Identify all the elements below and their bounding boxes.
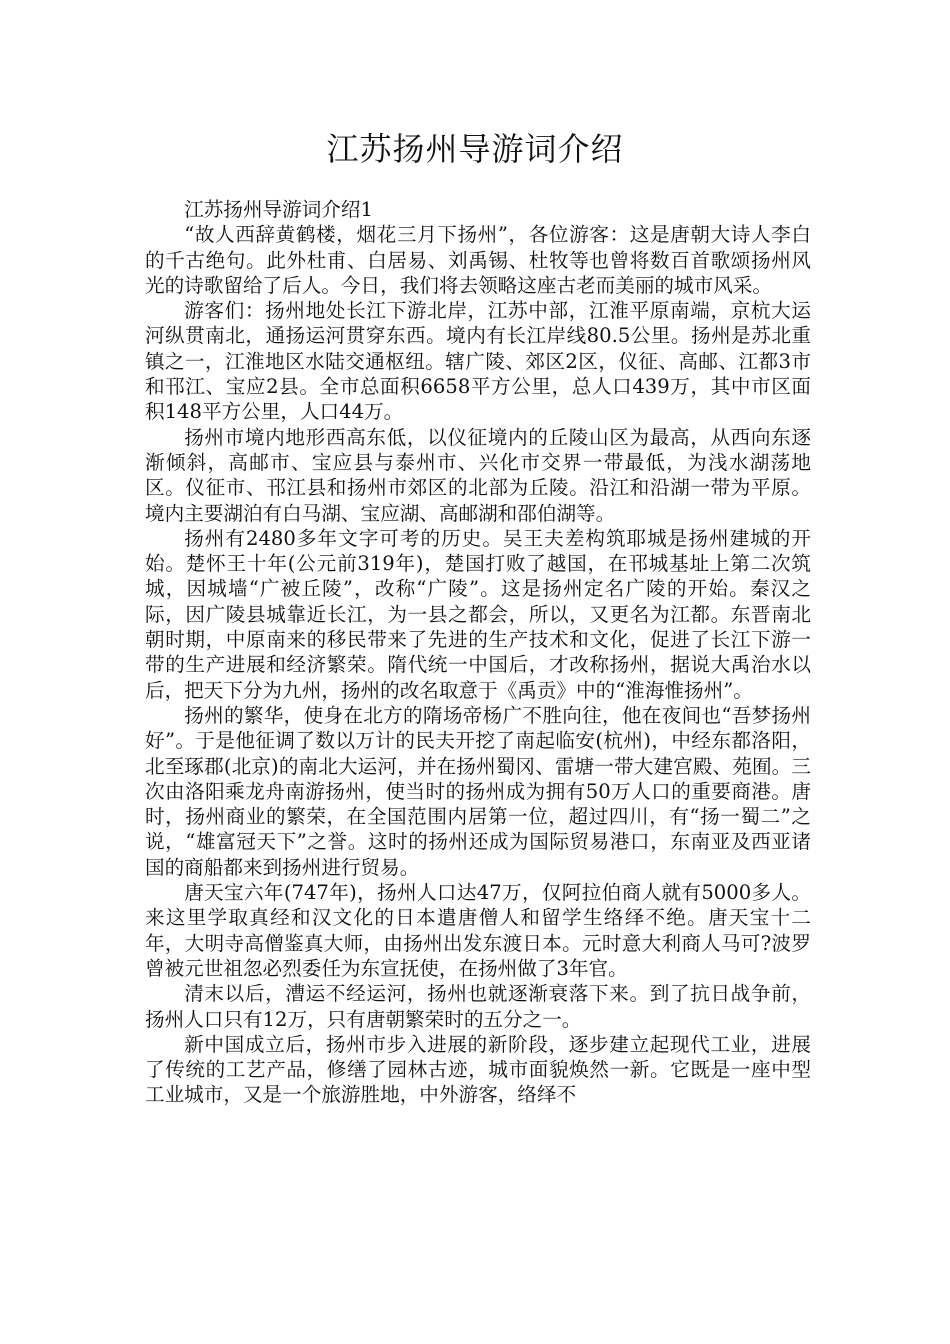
paragraph-3: 扬州市境内地形西高东低，以仪征境内的丘陵山区为最高，从西向东逐渐倾斜，高邮市、宝应县与泰州市、兴化市交界一带最低，为浅水湖荡地区。仪征市、邗江县和扬州市郊区的北部为丘陵。沿江和沿湖一带为平原。境内主要湖泊有白马湖、宝应湖、高邮湖和邵伯湖等。 bbox=[145, 425, 811, 525]
paragraph-5: 扬州的繁华，使身在北方的隋场帝杨广不胜向往，他在夜间也“吾梦扬州好”。于是他征调了数以万计的民夫开挖了南起临安(杭州)，中经东都洛阳，北至琢郡(北京)的南北大运河，并在扬州蜀冈、雷塘一带大建宫殿、苑囿。三次由洛阳乘龙舟南游扬州，使当时的扬州成为拥有50万人口的重要商港。唐时，扬州商业的繁荣，在全国范围内居第一位，超过四川，有“扬一蜀二”之说，“雄富冠天下”之誉。这时的扬州还成为国际贸易港口，东南亚及西亚诸国的商船都来到扬州进行贸易。 bbox=[145, 703, 811, 879]
paragraph-1: “故人西辞黄鹤楼，烟花三月下扬州”，各位游客：这是唐朝大诗人李白的千古绝句。此外杜甫、白居易、刘禹锡、杜牧等也曾将数百首歌颂扬州风光的诗歌留给了后人。今日，我们将去领略这座古老而美丽的城市风采。 bbox=[145, 223, 811, 297]
document-title: 江苏扬州导游词介绍 bbox=[326, 130, 624, 168]
paragraph-2: 游客们：扬州地处长江下游北岸，江苏中部，江淮平原南端，京杭大运河纵贯南北，通扬运河贯穿东西。境内有长江岸线80.5公里。扬州是苏北重镇之一，江淮地区水陆交通枢纽。辖广陵、郊区2区，仪征、高邮、江都3市和邗江、宝应2县。全市总面积6658平方公里，总人口439万，其中市区面积148平方公里，人口44万。 bbox=[145, 299, 811, 424]
paragraph-6: 唐天宝六年(747年)，扬州人口达47万，仅阿拉伯商人就有5000多人。来这里学取真经和汉文化的日本遣唐僧人和留学生络绎不绝。唐天宝十二年，大明寺高僧鉴真大师，由扬州出发东渡日本。元时意大利商人马可?波罗曾被元世祖忽必烈委任为东宣抚使，在扬州做了3年官。 bbox=[145, 881, 811, 980]
paragraph-8: 新中国成立后，扬州市步入进展的新阶段，逐步建立起现代工业，进展了传统的工艺产品，修缮了园林古迹，城市面貌焕然一新。它既是一座中型工业城市，又是一个旅游胜地，中外游客，络绎不 bbox=[145, 1032, 811, 1107]
paragraph-4: 扬州有2480多年文字可考的历史。吴王夫差构筑耶城是扬州建城的开始。楚怀王十年(公元前319年)，楚国打败了越国，在邗城基址上第二次筑城，因城墙“广被丘陵”，改称“广陵”。这是扬州定名广陵的开始。秦汉之际，因广陵县城靠近长江，为一县之都会，所以，又更名为江都。东晋南北朝时期，中原南来的移民带来了先进的生产技术和文化，促进了长江下游一带的生产进展和经济繁荣。隋代统一中国后，才改称扬州，据说大禹治水以后，把天下分为九州，扬州的改名取意于《禹贡》中的“淮海惟扬州”。 bbox=[145, 526, 811, 702]
document-body bbox=[145, 197, 811, 1108]
section-heading: 江苏扬州导游词介绍1 bbox=[184, 198, 373, 221]
paragraph-7: 清末以后，漕运不经运河，扬州也就逐渐衰落下来。到了抗日战争前，扬州人口只有12万，只有唐朝繁荣时的五分之一。 bbox=[145, 982, 811, 1031]
